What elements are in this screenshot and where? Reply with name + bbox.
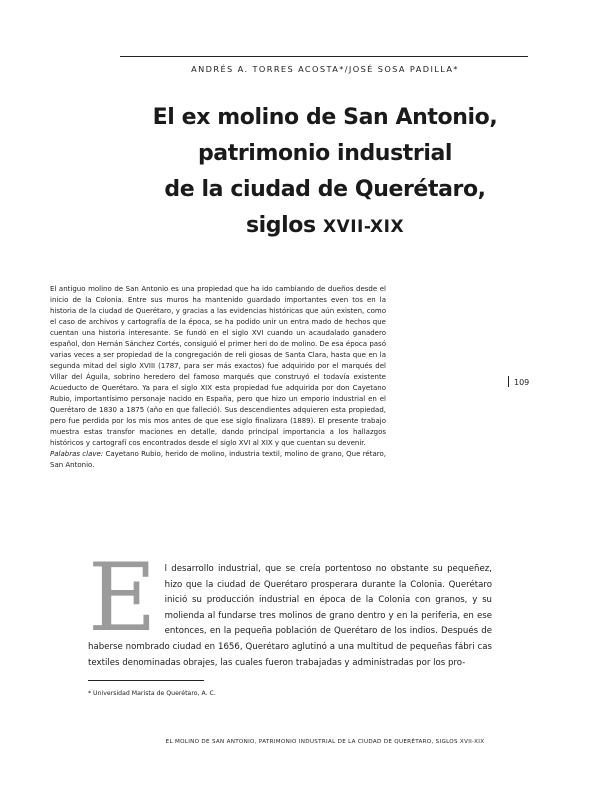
article-title bbox=[0, 100, 612, 245]
abstract-text: El antiguo molino de San Antonio es una propiedad que ha ido cambiando de dueños desde el inicio de la Colonia. Entre sus muros ha mantenido guardado importantes even tos en la historia de la ciudad de Querétaro, y gracias a las evidencias históricas que aún existen, como el caso de archivos y cartografía de la época, se ha podido unir un entra mado de hechos que cuentan una historia interesante. Se fundó en el siglo XVI cuando un acaudalado ganadero español, don Hernán Sánchez Cortés, consiguió el primer heri do de molino. De esa época pasó varias veces a ser propiedad de la congregación de reli giosas de Santa Clara, hasta que en la segunda mitad del siglo XVIII (1787, para ser más exactos) fue adquirido por el marqués del Villar del Águila, sobrino heredero del famoso marqués que construyó el todavía existente Acueducto de Querétaro. Ya para el siglo XIX esta propiedad fue adquirida por don Cayetano Rubio, importantísimo personaje nacido en España, pero que hizo un emporio industrial en el Querétaro de 1830 a 1875 (año en que falleció). Sus descendientes adquieren esta propiedad, pero fue perdida por los mis mos antes de que ese siglo finalizara (1889). El presente trabajo muestra estas transfor maciones en detalle, dando principal importancia a los hallazgos históricos y cartografí cos encontrados desde el siglo XVI al XIX y que cuentan su devenir. bbox=[50, 285, 386, 447]
title-line-2: patrimonio industrial bbox=[197, 141, 453, 166]
body-section bbox=[88, 544, 492, 671]
keywords-label: Palabras clave: bbox=[50, 450, 104, 458]
page-number-bar bbox=[508, 376, 509, 387]
title-line-3: de la ciudad de Querétaro, bbox=[164, 177, 486, 202]
keywords-list: Cayetano Rubio, herido de molino, industria textil, molino de grano, Que rétaro, San Antonio. bbox=[50, 450, 386, 469]
title-line-1: El ex molino de San Antonio, bbox=[152, 105, 498, 130]
page-number-marker bbox=[508, 376, 529, 387]
article-authors: ANDRÉS A. TORRES ACOSTA*/JOSÉ SOSA PADILLA* bbox=[191, 64, 459, 74]
drop-cap: E bbox=[88, 544, 157, 653]
title-line-4-prefix: siglos bbox=[245, 213, 323, 238]
title-century-range: XVII-XIX bbox=[322, 217, 405, 237]
footnote-rule bbox=[88, 680, 204, 681]
running-footer: EL MOLINO DE SAN ANTONIO, PATRIMONIO INDUSTRIAL DE LA CIUDAD DE QUERÉTARO, SIGLOS XVII-XIX bbox=[165, 739, 485, 745]
page-number: 109 bbox=[514, 378, 530, 387]
header-rule bbox=[120, 56, 528, 57]
keywords bbox=[50, 449, 386, 471]
title-line-4 bbox=[0, 208, 612, 245]
author-affiliation-footnote: * Universidad Marista de Querétaro, A. C. bbox=[88, 690, 216, 697]
abstract bbox=[50, 284, 386, 471]
body-paragraph: l desarrollo industrial, que se creía portentoso no obstante su pequeñez, hizo que la ciudad de Querétaro prosperara durante la Colonia. Querétaro inició su producción industrial en época de la Colonia con granos, y su molienda al fundarse tres molinos de grano dentro y en la periferia, en ese entonces, en la pequeña población de Querétaro de los indios. Después de haberse nombrado ciudad en 1656, Querétaro aglutinó a una multitud de pequeñas fábri cas textiles denominadas obrajes, las cuales fueron trabajadas y administradas por los pro- bbox=[88, 564, 492, 668]
